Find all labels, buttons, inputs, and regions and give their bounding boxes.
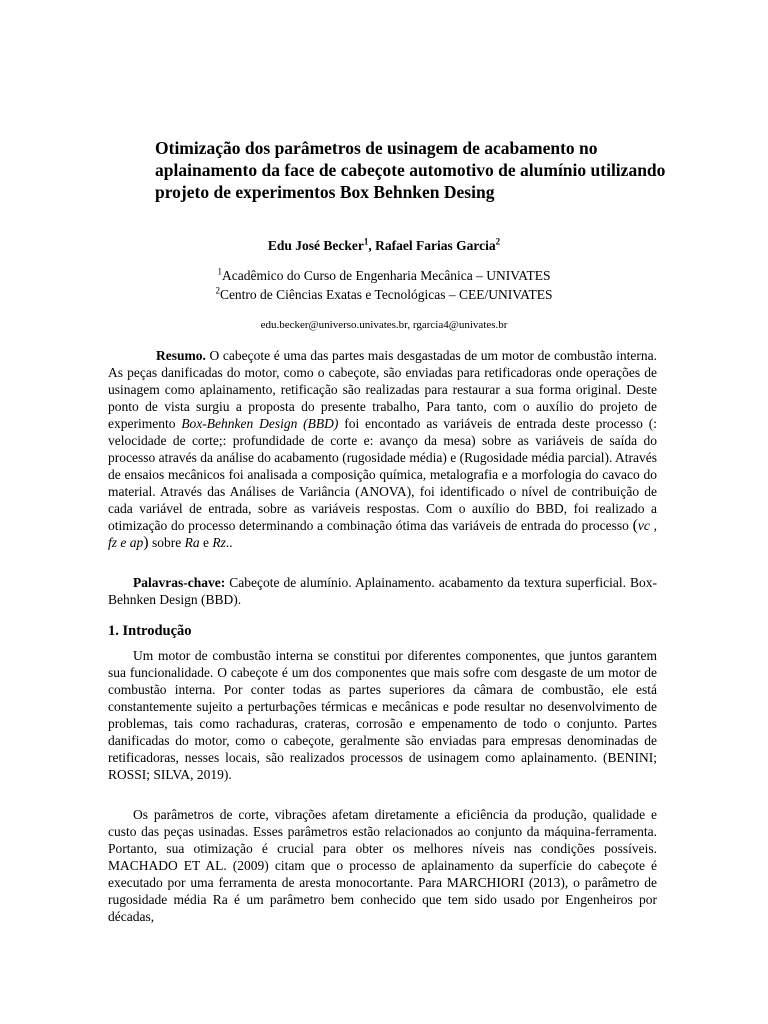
abstract	[108, 347, 657, 551]
author-1: Edu José Becker	[267, 238, 364, 253]
affiliation-1-text: Acadêmico do Curso de Engenharia Mecânica – UNIVATES	[221, 268, 551, 283]
math-close-paren: )	[143, 534, 149, 551]
affiliation-2	[0, 287, 768, 303]
keywords-label: Palavras-chave:	[133, 575, 226, 590]
abstract-text-1: O cabeçote é uma das partes mais desgastadas de um motor de combustão interna. As peças danificadas do motor, como o cabeçote, são enviadas para retificadoras onde operações de usinagem como aplainamento, retificação são realizadas para restaurar a sua forma original. Deste ponto de vista surgiu a proposta do presente trabalho, Para tanto, com o auxílio do projeto de experimento	[108, 348, 657, 431]
abstract-text-5: ..	[225, 535, 233, 550]
intro-paragraph-2: Os parâmetros de corte, vibrações afetam diretamente a eficiência da produção, qualidade e custo das peças usinadas. Esses parâmetros estão relacionados ao conjunto da máquina-ferramenta. Portanto, sua otimização é crucial para obter os melhores níveis nas condições possíveis. MACHADO ET AL. (2009) citam que o processo de aplainamento da superfície do cabeçote é executado por uma ferramenta de aresta monocortante. Para MARCHIORI (2013), o parâmetro de rugosidade média Ra é um parâmetro bem conhecido que tem sido usado por Engenheiros por décadas,	[108, 807, 657, 924]
author-1-affil-mark: 1	[363, 236, 369, 247]
abstract-text-3: sobre	[148, 535, 185, 550]
abstract-text-4: e	[199, 535, 213, 550]
author-emails: edu.becker@universo.univates.br, rgarcia4@univates.br	[260, 319, 508, 331]
keywords	[108, 574, 657, 608]
math-input-variables: vc , fz e ap	[108, 518, 657, 550]
author-separator: ,	[368, 238, 376, 253]
math-rz: Rz	[212, 535, 226, 550]
paper-title: Otimização dos parâmetros de usinagem de acabamento no aplainamento da face de cabeçote automotivo de alumínio utilizando projeto de experimentos Box Behnken Desing	[155, 138, 666, 202]
abstract-text-2: foi encontado as variáveis de entrada deste processo (: velocidade de corte;: profundidade de corte e: avanço da mesa) sobre as variáveis de saída do processo através da análise do acabamento (rugosidade média) e (Rugosidade média parcial). Através de ensaios mecânicos foi analisada a composição química, metalografia e a morfologia do cavaco do material. Através das Análises de Variância (ANOVA), foi identificado o nível de contribuição de cada variável de entrada, sobre as variáveis respostas. Com o auxílio do BBD, foi realizado a otimização do processo determinando a combinação ótima das variáveis de entrada do processo	[108, 416, 657, 533]
math-ra: Ra	[184, 535, 200, 550]
abstract-label: Resumo.	[156, 348, 206, 363]
affiliation-1	[0, 268, 768, 284]
section-heading-introducao: 1. Introdução	[108, 623, 192, 639]
authors-line	[0, 238, 768, 254]
affiliation-1-mark: 1	[217, 266, 222, 277]
intro-paragraph-1: Um motor de combustão interna se constitui por diferentes componentes, que juntos garantem sua funcionalidade. O cabeçote é um dos componentes que mais sofre com desgaste de um motor de combustão interna. Por conter todas as partes superiores da câmara de combustão, ele está constantemente sujeito a perturbações térmicas e mecânicas e pode resultar no desenvolvimento de problemas, tais como rachaduras, crateras, corrosão e empenamento de todo o conjunto. Partes danificadas do motor, como o cabeçote, geralmente são enviadas para empresas denominadas de retificadoras, nesses locais, são realizados processos de usinagem como aplainamento. (BENINI; ROSSI; SILVA, 2019).	[108, 648, 657, 782]
affiliation-2-text: Centro de Ciências Exatas e Tecnológicas – CEE/UNIVATES	[219, 287, 553, 302]
keywords-text: Cabeçote de alumínio. Aplainamento. acabamento da textura superficial. Box-Behnken Design (BBD).	[108, 575, 657, 607]
author-2: Rafael Farias Garcia	[375, 238, 496, 253]
author-2-affil-mark: 2	[495, 236, 501, 247]
abstract-italic-bbd: Box-Behnken Design (BBD)	[181, 416, 339, 431]
affiliation-2-mark: 2	[215, 285, 220, 296]
math-open-paren: (	[632, 517, 638, 534]
